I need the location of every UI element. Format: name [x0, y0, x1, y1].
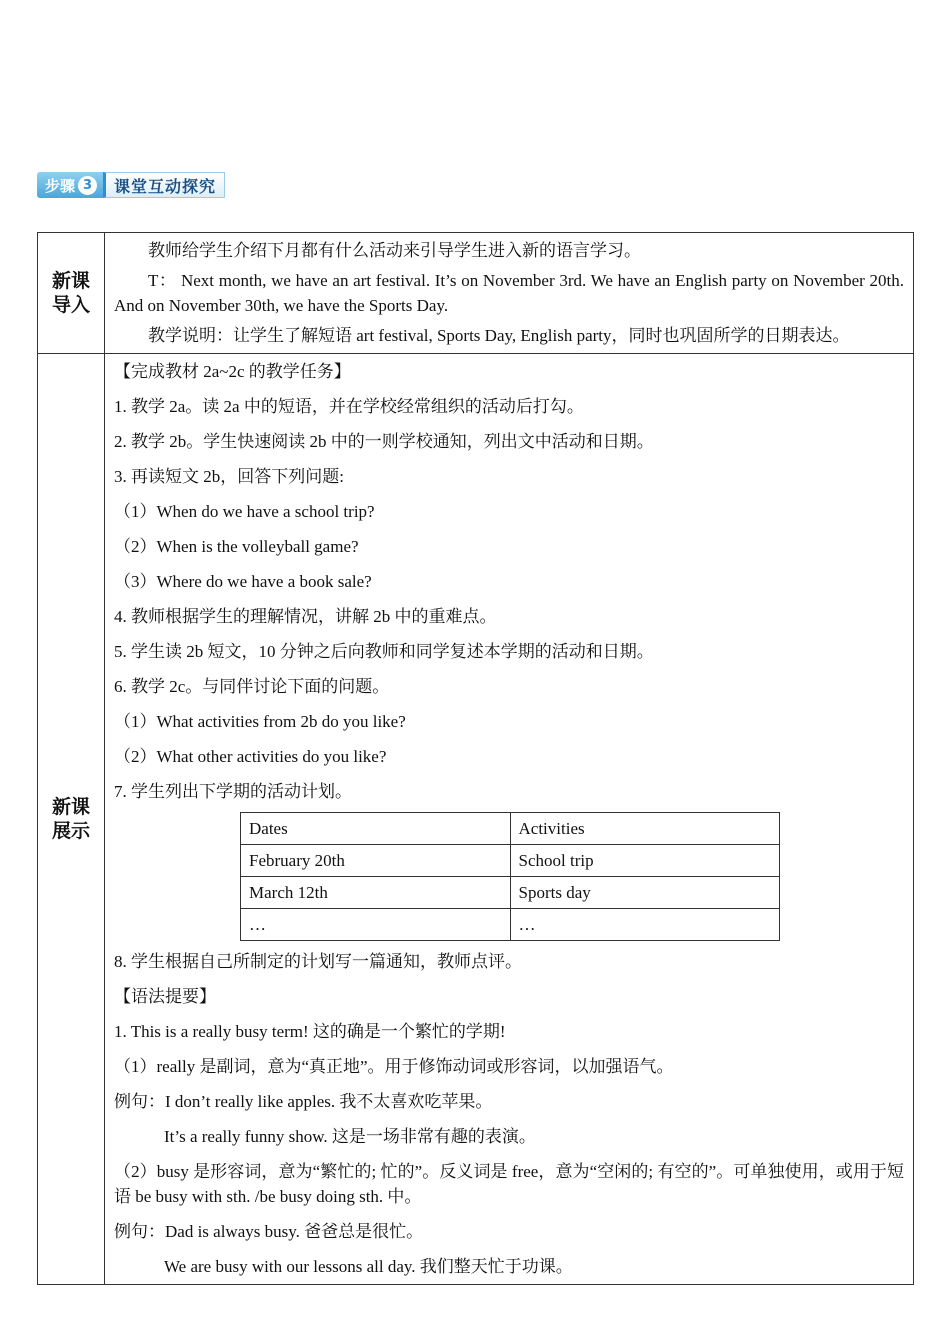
grammar-point: 1. This is a really busy term! 这的确是一个繁忙的学期! [114, 1022, 506, 1041]
plan-activity-cell: Sports day [510, 877, 780, 909]
plan-header-row [241, 813, 780, 845]
display-row [38, 354, 914, 1285]
grammar-explanation: （1）really 是副词，意为“真正地”。用于修饰动词或形容词，以加强语气。 [114, 1057, 674, 1076]
question-item: （1）When do we have a school trip? [114, 502, 375, 521]
list-item: 5. 学生读 2b 短文，10 分钟之后向教师和同学复述本学期的活动和日期。 [114, 642, 654, 661]
grammar-explanation: （2）busy 是形容词，意为“繁忙的; 忙的”。反义词是 free，意为“空闲的; 有空的”。可单独使用，或用于短语 be busy with sth. /be busy doing sth. 中。 [114, 1162, 904, 1206]
question-item: （2）When is the volleyball game? [114, 537, 359, 556]
display-content [105, 354, 914, 1285]
list-item: 2. 教学 2b。学生快速阅读 2b 中的一则学校通知，列出文中活动和日期。 [114, 432, 654, 451]
table-row [241, 877, 780, 909]
intro-label-line2: 导入 [51, 294, 90, 316]
plan-header-dates: Dates [241, 813, 511, 845]
table-row [241, 845, 780, 877]
step-banner [37, 172, 225, 198]
section-title: 课堂互动探究 [103, 172, 225, 198]
example-sentence: We are busy with our lessons all day. 我们整天忙于功课。 [164, 1257, 573, 1276]
intro-label [38, 233, 105, 354]
example-sentence: 例句：I don’t really like apples. 我不太喜欢吃苹果。 [114, 1092, 493, 1111]
intro-content [105, 233, 914, 354]
table-row [241, 909, 780, 941]
display-label-line1: 新课 [51, 796, 90, 818]
question-item: （1）What activities from 2b do you like? [114, 712, 406, 731]
intro-paragraph: 教师给学生介绍下月都有什么活动来引导学生进入新的语言学习。 [148, 241, 641, 260]
plan-activity-cell: … [510, 909, 780, 941]
display-label [38, 354, 105, 1285]
intro-label-line1: 新课 [51, 270, 90, 292]
intro-row [38, 233, 914, 354]
step-tag [37, 172, 103, 198]
step-number-badge: 3 [78, 176, 97, 195]
question-item: （2）What other activities do you like? [114, 747, 387, 766]
plan-date-cell: February 20th [241, 845, 511, 877]
list-item: 8. 学生根据自己所制定的计划写一篇通知，教师点评。 [114, 952, 522, 971]
plan-date-cell: March 12th [241, 877, 511, 909]
plan-header-activities: Activities [510, 813, 780, 845]
plan-date-cell: … [241, 909, 511, 941]
plan-activity-cell: School trip [510, 845, 780, 877]
question-item: （3）Where do we have a book sale? [114, 572, 372, 591]
activity-plan-table [240, 812, 780, 941]
list-item: 7. 学生列出下学期的活动计划。 [114, 782, 352, 801]
example-sentence: 例句：Dad is always busy. 爸爸总是很忙。 [114, 1222, 424, 1241]
task-heading: 【完成教材 2a~2c 的教学任务】 [114, 362, 351, 381]
intro-paragraph: T： Next month, we have an art festival. It’s on November 3rd. We have an English party on November 20th. And on November 30th, we have the Sports Day. [114, 271, 904, 315]
list-item: 1. 教学 2a。读 2a 中的短语，并在学校经常组织的活动后打勾。 [114, 397, 584, 416]
list-item: 3. 再读短文 2b，回答下列问题: [114, 467, 344, 486]
step-label: 步骤 [45, 176, 76, 195]
grammar-heading: 【语法提要】 [114, 987, 216, 1006]
intro-paragraph: 教学说明：让学生了解短语 art festival, Sports Day, English party，同时也巩固所学的日期表达。 [148, 326, 850, 345]
list-item: 4. 教师根据学生的理解情况，讲解 2b 中的重难点。 [114, 607, 497, 626]
lesson-table [37, 232, 914, 1285]
example-sentence: It’s a really funny show. 这是一场非常有趣的表演。 [164, 1127, 536, 1146]
list-item: 6. 教学 2c。与同伴讨论下面的问题。 [114, 677, 390, 696]
display-label-line2: 展示 [51, 820, 90, 842]
